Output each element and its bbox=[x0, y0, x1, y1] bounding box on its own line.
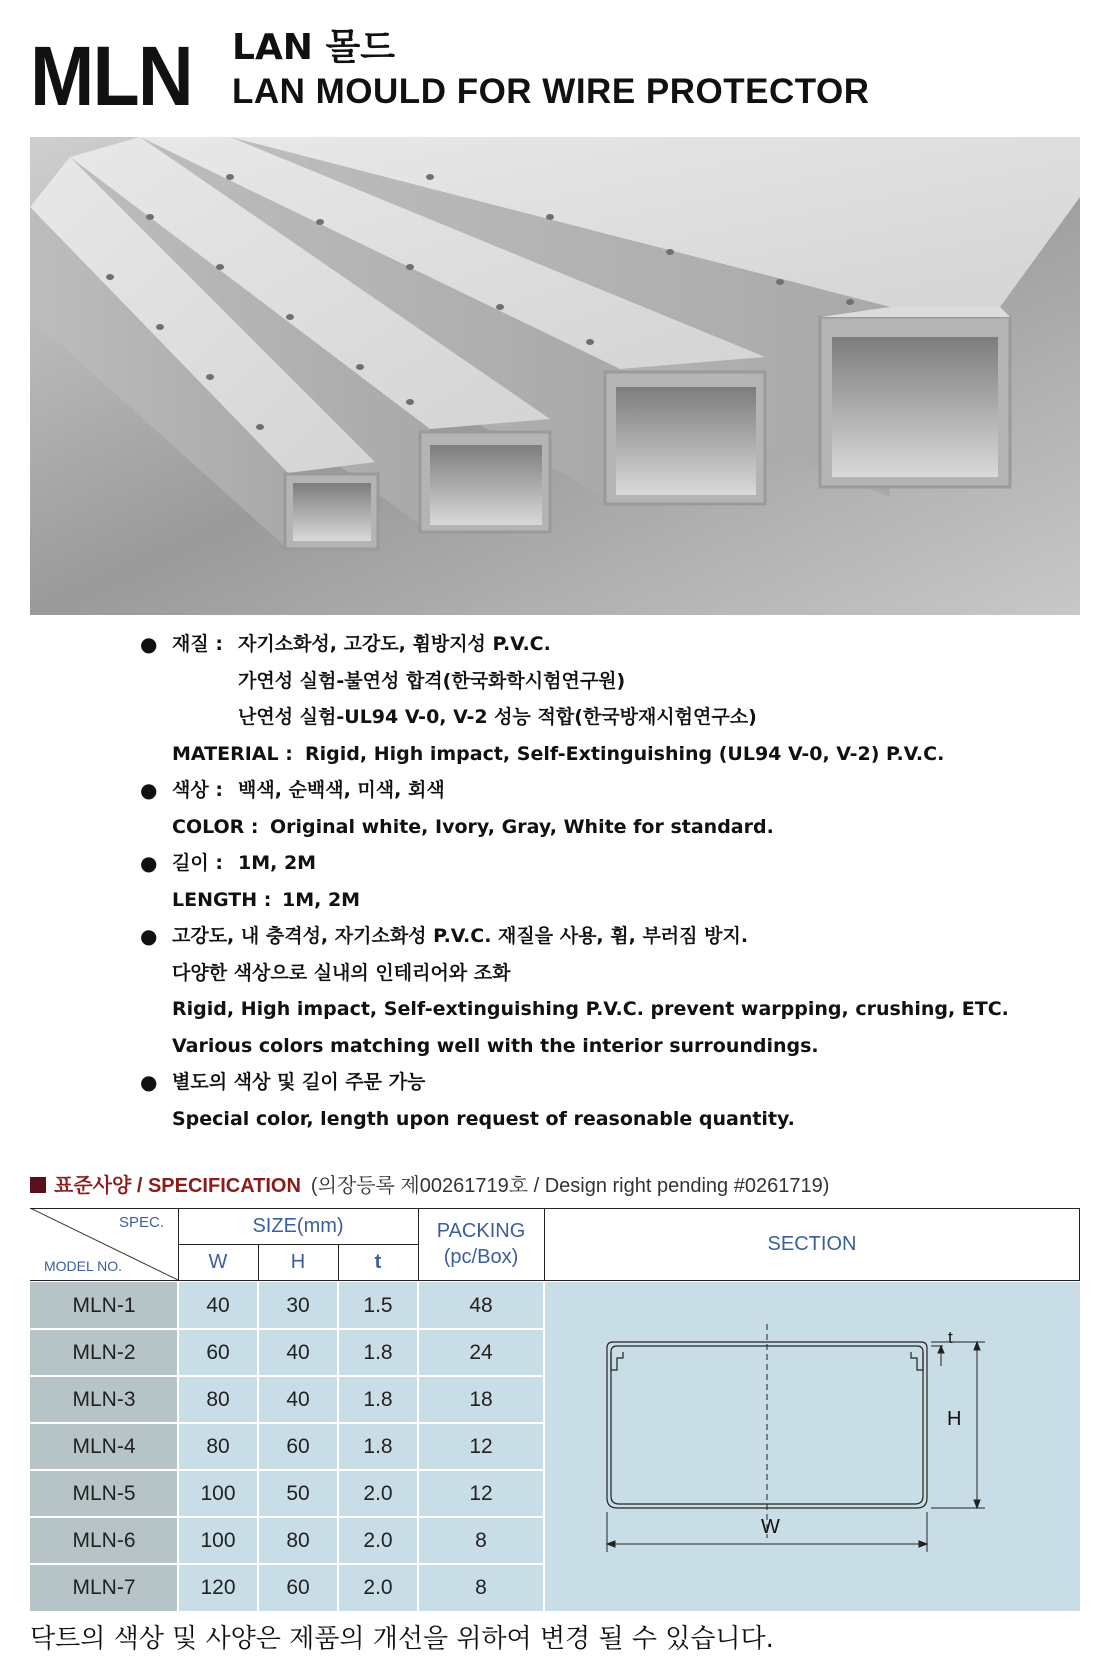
t-cell: 1.8 bbox=[338, 1376, 418, 1423]
material-en-line bbox=[140, 736, 1040, 773]
custom-en-line bbox=[140, 1101, 1040, 1138]
length-label-ko: 길이 : bbox=[172, 852, 223, 874]
color-en-line bbox=[140, 809, 1040, 846]
t-cell: 1.5 bbox=[338, 1282, 418, 1329]
header-vline bbox=[338, 1244, 339, 1280]
page-header bbox=[30, 24, 1070, 123]
packing-header bbox=[418, 1208, 544, 1280]
t-cell: 2.0 bbox=[338, 1470, 418, 1517]
model-cell: MLN-1 bbox=[30, 1282, 178, 1329]
product-illustration bbox=[30, 137, 1080, 615]
model-cell: MLN-2 bbox=[30, 1329, 178, 1376]
product-photo bbox=[30, 137, 1080, 615]
col-divider bbox=[177, 1282, 179, 1611]
col-h-header: H bbox=[258, 1244, 338, 1280]
model-cell: MLN-4 bbox=[30, 1423, 178, 1470]
strength-en-line-1 bbox=[140, 991, 1040, 1028]
model-cell: MLN-7 bbox=[30, 1564, 178, 1611]
bullet-icon: ● bbox=[140, 851, 158, 875]
color-line bbox=[140, 772, 1040, 809]
custom-ko: 별도의 색상 및 길이 주문 가능 bbox=[172, 1071, 426, 1093]
section-header: SECTION bbox=[544, 1208, 1080, 1280]
color-value-ko: 백색, 순백색, 미색, 회색 bbox=[238, 779, 445, 801]
length-value-en: 1M, 2M bbox=[282, 888, 361, 911]
footer-note: 닥트의 색상 및 사양은 제품의 개선을 위하여 변경 될 수 있습니다. bbox=[30, 1624, 774, 1654]
section-h-label: H bbox=[947, 1408, 962, 1430]
material-value-ko: 자기소화성, 고강도, 휨방지성 P.V.C. bbox=[238, 633, 551, 655]
strength-en-1: Rigid, High impact, Self-extinguishing P.V.C. prevent warpping, crushing, ETC. bbox=[172, 998, 1009, 1020]
title-korean: LAN 몰드 bbox=[232, 27, 396, 68]
bullet-icon: ● bbox=[140, 778, 158, 802]
spec-heading-ko: 표준사양 bbox=[54, 1173, 132, 1197]
header-bottom-border bbox=[30, 1280, 1080, 1281]
col-divider bbox=[257, 1282, 259, 1611]
packing-cell: 24 bbox=[418, 1329, 544, 1376]
header-vline bbox=[258, 1244, 259, 1280]
h-cell: 40 bbox=[258, 1376, 338, 1423]
length-value-ko: 1M, 2M bbox=[238, 852, 317, 874]
packing-cell: 8 bbox=[418, 1564, 544, 1611]
w-cell: 100 bbox=[178, 1470, 258, 1517]
h-cell: 60 bbox=[258, 1564, 338, 1611]
row-divider bbox=[30, 1469, 544, 1471]
t-cell: 1.8 bbox=[338, 1423, 418, 1470]
h-cell: 80 bbox=[258, 1517, 338, 1564]
table-top-border bbox=[30, 1208, 1080, 1209]
strength-en-line-2 bbox=[140, 1028, 1040, 1065]
corner-cell bbox=[30, 1208, 178, 1280]
packing-header-line2: (pc/Box) bbox=[443, 1246, 519, 1268]
corner-model-label: MODEL NO. bbox=[44, 1258, 123, 1274]
col-t-header: t bbox=[338, 1244, 418, 1280]
strength-line-2 bbox=[140, 955, 1040, 992]
section-t-label: t bbox=[948, 1328, 953, 1347]
section-drawing-area bbox=[545, 1282, 1080, 1611]
header-vline bbox=[1079, 1208, 1080, 1280]
t-cell: 2.0 bbox=[338, 1517, 418, 1564]
h-cell: 50 bbox=[258, 1470, 338, 1517]
material-sub-2: 난연성 실험-UL94 V-0, V-2 성능 적합(한국방재시험연구소) bbox=[238, 706, 757, 728]
material-label-en: MATERIAL : bbox=[172, 742, 293, 765]
row-divider bbox=[30, 1516, 544, 1518]
h-cell: 40 bbox=[258, 1329, 338, 1376]
w-cell: 120 bbox=[178, 1564, 258, 1611]
w-cell: 80 bbox=[178, 1376, 258, 1423]
length-line bbox=[140, 845, 1040, 882]
h-cell: 30 bbox=[258, 1282, 338, 1329]
t-cell: 2.0 bbox=[338, 1564, 418, 1611]
w-cell: 80 bbox=[178, 1423, 258, 1470]
spec-separator: / bbox=[131, 1175, 148, 1197]
title-english: LAN MOULD FOR WIRE PROTECTOR bbox=[232, 72, 870, 111]
packing-cell: 18 bbox=[418, 1376, 544, 1423]
size-header: SIZE(mm) bbox=[178, 1208, 418, 1244]
material-value-en: Rigid, High impact, Self-Extinguishing (UL94 V-0, V-2) P.V.C. bbox=[305, 742, 945, 765]
strength-ko-2: 다양한 색상으로 실내의 인테리어와 조화 bbox=[172, 961, 511, 984]
length-en-line bbox=[140, 882, 1040, 919]
color-label-en: COLOR : bbox=[172, 815, 259, 838]
length-label-en: LENGTH : bbox=[172, 888, 272, 911]
material-sub-1: 가연성 실험-불연성 합격(한국화학시험연구원) bbox=[238, 669, 626, 692]
packing-cell: 8 bbox=[418, 1517, 544, 1564]
material-label-ko: 재질 : bbox=[172, 633, 223, 655]
color-label-ko: 색상 : bbox=[172, 779, 223, 801]
packing-header-line1: PACKING bbox=[436, 1220, 526, 1242]
w-cell: 60 bbox=[178, 1329, 258, 1376]
row-divider bbox=[30, 1375, 544, 1377]
header-vline bbox=[544, 1208, 545, 1280]
bullet-icon: ● bbox=[140, 632, 158, 656]
model-cell: MLN-6 bbox=[30, 1517, 178, 1564]
row-divider bbox=[30, 1422, 544, 1424]
model-code: MLN bbox=[30, 29, 192, 123]
strength-line bbox=[140, 918, 1040, 955]
square-icon bbox=[30, 1177, 46, 1193]
strength-ko-1: 고강도, 내 충격성, 자기소화성 P.V.C. 재질을 사용, 휨, 부러짐 방지. bbox=[172, 925, 749, 947]
bullet-icon: ● bbox=[140, 924, 158, 948]
h-cell: 60 bbox=[258, 1423, 338, 1470]
material-sub-line-2 bbox=[140, 699, 1040, 736]
row-divider bbox=[30, 1563, 544, 1565]
col-divider bbox=[337, 1282, 339, 1611]
section-w-label: W bbox=[761, 1516, 780, 1538]
spec-heading-en: SPECIFICATION bbox=[147, 1175, 301, 1197]
header-vline bbox=[178, 1208, 179, 1280]
size-divider bbox=[178, 1244, 418, 1245]
col-w-header: W bbox=[178, 1244, 258, 1280]
spec-note: (의장등록 제00261719호 / Design right pending #0261719) bbox=[310, 1175, 830, 1197]
bullet-icon: ● bbox=[140, 1070, 158, 1094]
header-vline bbox=[418, 1208, 419, 1280]
packing-cell: 12 bbox=[418, 1423, 544, 1470]
material-sub-line-1 bbox=[140, 663, 1040, 700]
row-divider bbox=[30, 1328, 544, 1330]
w-cell: 40 bbox=[178, 1282, 258, 1329]
section-drawing bbox=[545, 1282, 1080, 1611]
model-cell: MLN-3 bbox=[30, 1376, 178, 1423]
packing-cell: 48 bbox=[418, 1282, 544, 1329]
custom-line bbox=[140, 1064, 1040, 1101]
spec-heading bbox=[30, 1172, 829, 1198]
features-list bbox=[140, 626, 1040, 1137]
color-value-en: Original white, Ivory, Gray, White for standard. bbox=[270, 815, 774, 838]
material-line bbox=[140, 626, 1040, 663]
spec-table bbox=[30, 1208, 1080, 1611]
w-cell: 100 bbox=[178, 1517, 258, 1564]
t-cell: 1.8 bbox=[338, 1329, 418, 1376]
col-divider bbox=[417, 1282, 419, 1611]
model-cell: MLN-5 bbox=[30, 1470, 178, 1517]
corner-spec-label: SPEC. bbox=[118, 1214, 164, 1231]
packing-cell: 12 bbox=[418, 1470, 544, 1517]
strength-en-2: Various colors matching well with the interior surroundings. bbox=[172, 1034, 819, 1057]
custom-en: Special color, length upon request of reasonable quantity. bbox=[172, 1107, 795, 1130]
